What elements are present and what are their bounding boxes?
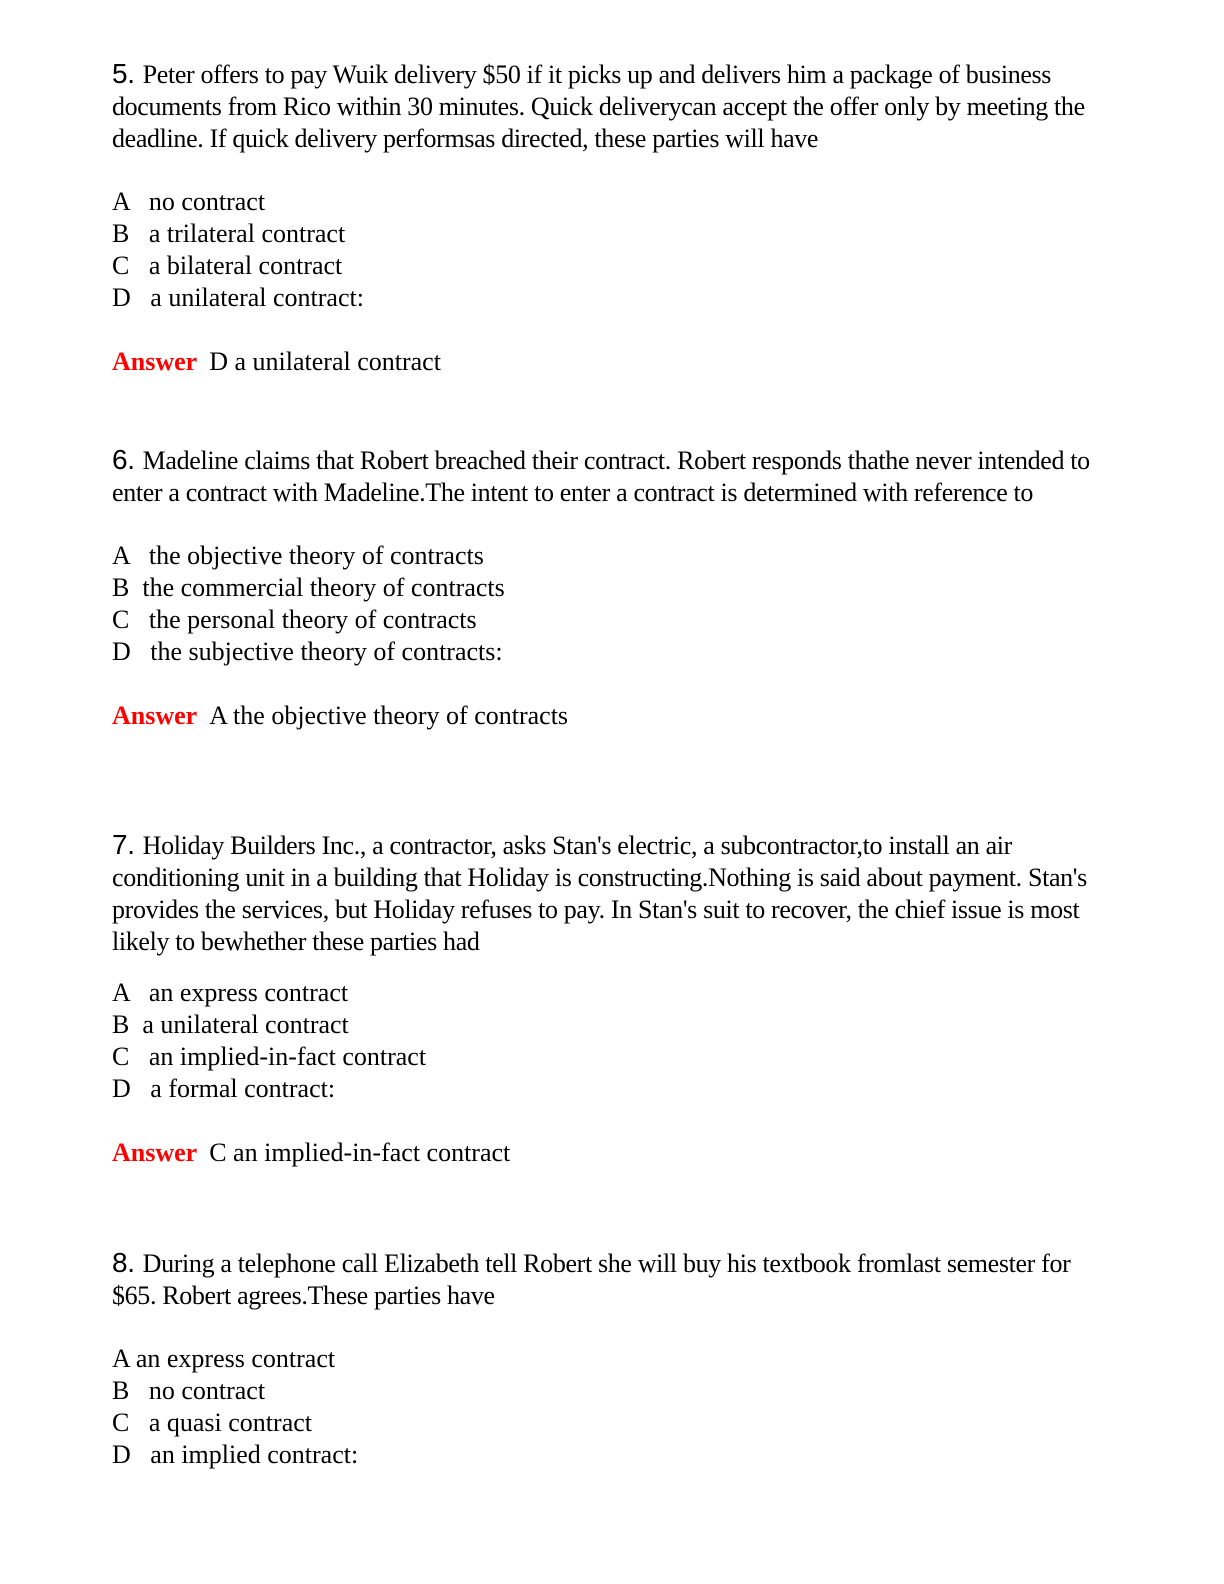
question-number: 5. xyxy=(112,58,135,89)
answer-label: Answer xyxy=(112,701,198,730)
answer-text: D a unilateral contract xyxy=(209,347,441,376)
question-stem xyxy=(112,1247,1112,1312)
option-c: C a quasi contract xyxy=(112,1408,312,1437)
answer-label: Answer xyxy=(112,1138,198,1167)
option-c: C a bilateral contract xyxy=(112,251,343,280)
question-number: 7. xyxy=(112,829,135,860)
option-a: A no contract xyxy=(112,187,266,216)
question-text: Madeline claims that Robert breached their contract. Robert responds thathe never intended to enter a contract with Madeline.The intent to enter a contract is determined with reference to xyxy=(112,446,1090,507)
answer-line xyxy=(112,700,1112,732)
option-d: D a formal contract: xyxy=(112,1074,336,1103)
option-list xyxy=(112,540,1112,668)
answer-text: A the objective theory of contracts xyxy=(209,701,569,730)
answer-line xyxy=(112,346,1112,378)
option-a: A the objective theory of contracts xyxy=(112,541,484,570)
question-stem xyxy=(112,444,1112,509)
option-a: A an express contract xyxy=(112,978,349,1007)
question-6 xyxy=(112,444,1112,732)
option-b: B the commercial theory of contracts xyxy=(112,573,505,602)
question-text: During a telephone call Elizabeth tell Robert she will buy his textbook fromlast semester for $65. Robert agrees.These parties have xyxy=(112,1249,1071,1310)
answer-text: C an implied-in-fact contract xyxy=(209,1138,511,1167)
option-d: D an implied contract: xyxy=(112,1440,359,1469)
option-b: B a unilateral contract xyxy=(112,1010,349,1039)
question-number: 6. xyxy=(112,444,135,475)
answer-label: Answer xyxy=(112,347,198,376)
option-d: D the subjective theory of contracts: xyxy=(112,637,503,666)
option-b: B no contract xyxy=(112,1376,266,1405)
option-b: B a trilateral contract xyxy=(112,219,346,248)
question-text: Peter offers to pay Wuik delivery $50 if it picks up and delivers him a package of business documents from Rico within 30 minutes. Quick deliverycan accept the offer only by meeting the deadline. If quick delivery performsas directed, these parties will have xyxy=(112,60,1085,153)
option-list xyxy=(112,1343,1112,1471)
option-c: C an implied-in-fact contract xyxy=(112,1042,427,1071)
question-text: Holiday Builders Inc., a contractor, asks Stan's electric, a subcontractor,to install an air conditioning unit in a building that Holiday is constructing.Nothing is said about payment. Stan's provides the services, but Holiday refuses to pay. In Stan's suit to recover, the chief issue is most likely to bewhether these parties had xyxy=(112,831,1087,956)
option-d: D a unilateral contract: xyxy=(112,283,364,312)
question-stem xyxy=(112,58,1112,155)
question-8 xyxy=(112,1247,1112,1471)
option-a: A an express contract xyxy=(112,1344,336,1373)
option-c: C the personal theory of contracts xyxy=(112,605,477,634)
option-list xyxy=(112,977,1112,1105)
answer-line xyxy=(112,1137,1112,1169)
question-stem xyxy=(112,829,1112,958)
question-7 xyxy=(112,829,1112,1169)
question-5 xyxy=(112,58,1112,378)
option-list xyxy=(112,186,1112,314)
question-number: 8. xyxy=(112,1247,135,1278)
